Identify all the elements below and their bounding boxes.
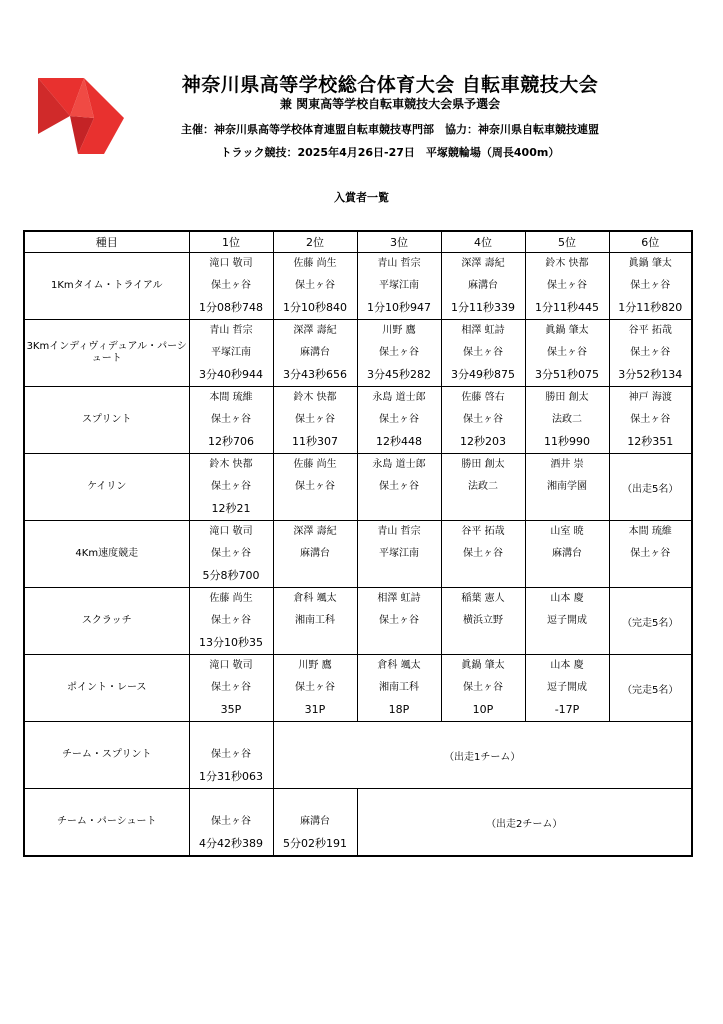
rider-name [190, 722, 273, 744]
school-name: 保土ヶ谷 [547, 347, 587, 358]
rider-name: 酒井 崇 [550, 459, 584, 470]
result-value: 4分42秒389 [199, 837, 263, 850]
rider-name: 相澤 虹詩 [377, 593, 421, 604]
place-cell [189, 588, 273, 655]
place-cell [525, 253, 609, 320]
school-name: 麻溝台 [468, 280, 498, 291]
header-cell: 種目 [24, 231, 189, 253]
place-cell [273, 521, 357, 588]
result-value: 12秒21 [211, 502, 251, 515]
school-name: 平塚江南 [379, 280, 419, 291]
place-cell [609, 253, 692, 320]
rider-name: 滝口 敬司 [209, 660, 253, 671]
place-cell [357, 655, 441, 722]
event-name: ケイリン [24, 454, 189, 521]
result-value [442, 565, 525, 587]
school-name: 保土ヶ谷 [211, 682, 251, 693]
table-row [24, 454, 692, 521]
rider-name: 勝田 創太 [545, 392, 589, 403]
header-cell: 4位 [441, 231, 525, 253]
result-value: 12秒448 [376, 435, 422, 448]
school-name: 保土ヶ谷 [379, 414, 419, 425]
place-cell [441, 387, 525, 454]
school-name: 保土ヶ谷 [211, 615, 251, 626]
place-cell [357, 320, 441, 387]
result-value: 5分02秒191 [283, 837, 347, 850]
place-cell [441, 655, 525, 722]
page-subtitle: 兼 関東高等学校自転車競技大会県予選会 [279, 97, 501, 111]
school-name: 麻溝台 [300, 548, 330, 559]
place-cell [609, 521, 692, 588]
school-name: 保土ヶ谷 [630, 414, 671, 425]
place-cell [189, 320, 273, 387]
school-name: 麻溝台 [300, 816, 330, 827]
event-name: 1Kmタイム・トライアル [24, 253, 189, 320]
place-cell [273, 789, 357, 857]
rider-name: 谷平 拓哉 [461, 526, 505, 537]
school-name: 法政二 [468, 481, 498, 492]
school-name: 保土ヶ谷 [211, 481, 251, 492]
rider-name: 山本 慶 [550, 660, 584, 671]
rider-name: 永島 道士郎 [372, 392, 426, 403]
place-cell [441, 588, 525, 655]
starters-note: （出走2チーム） [357, 789, 692, 857]
school-name: 保土ヶ谷 [295, 682, 335, 693]
table-row [24, 521, 692, 588]
result-value [442, 498, 525, 520]
school-name: 法政二 [552, 414, 582, 425]
school-name: 保土ヶ谷 [463, 414, 503, 425]
rider-name: 眞鍋 肇太 [545, 325, 589, 336]
rider-name: 滝口 敬司 [209, 526, 253, 537]
rider-name: 川野 鷹 [382, 325, 416, 336]
school-name: 保土ヶ谷 [379, 481, 419, 492]
school-name: 平塚江南 [211, 347, 251, 358]
rider-name: 佐藤 啓右 [461, 392, 505, 403]
table-row [24, 320, 692, 387]
place-cell [189, 655, 273, 722]
place-cell [189, 789, 273, 857]
school-name: 保土ヶ谷 [463, 548, 503, 559]
place-cell [441, 320, 525, 387]
rider-name: 深澤 壽紀 [293, 325, 337, 336]
rider-name: 佐藤 尚生 [293, 258, 337, 269]
rider-name: 倉科 颯太 [293, 593, 337, 604]
result-value: 3分49秒875 [451, 368, 515, 381]
event-name: 4Km速度競走 [24, 521, 189, 588]
place-cell [189, 722, 273, 789]
header-cell: 1位 [189, 231, 273, 253]
rider-name: 川野 鷹 [298, 660, 332, 671]
event-name: スクラッチ [24, 588, 189, 655]
table-row [24, 722, 692, 789]
place-cell [525, 387, 609, 454]
starters-note: （出走1チーム） [273, 722, 692, 789]
result-value: 11秒990 [544, 435, 590, 448]
starters-note: （出走5名） [609, 454, 692, 521]
place-cell [609, 320, 692, 387]
rider-name: 永島 道士郎 [372, 459, 426, 470]
place-cell [525, 454, 609, 521]
track-info-line: トラック競技：2025年4月26日-27日 平塚競輪場（周長400m） [220, 146, 560, 159]
rider-name: 神戸 海渡 [628, 392, 672, 403]
result-value: 3分45秒282 [367, 368, 431, 381]
place-cell [357, 521, 441, 588]
school-name: 逗子開成 [547, 615, 587, 626]
place-cell [525, 521, 609, 588]
result-value: 31P [304, 703, 326, 716]
rider-name: 本間 琉維 [628, 526, 672, 537]
results-table [23, 230, 693, 857]
result-value: 1分11秒445 [535, 301, 599, 314]
school-name: 保土ヶ谷 [211, 816, 251, 827]
school-name: 保土ヶ谷 [295, 280, 335, 291]
rider-name: 滝口 敬司 [209, 258, 253, 269]
result-value: 1分31秒063 [199, 770, 263, 783]
rider-name: 青山 哲宗 [377, 258, 421, 269]
result-value: 12秒351 [627, 435, 674, 448]
result-value [274, 498, 357, 520]
school-name: 平塚江南 [379, 548, 419, 559]
school-name: 保土ヶ谷 [463, 682, 503, 693]
result-value [274, 632, 357, 654]
table-row [24, 387, 692, 454]
place-cell [441, 454, 525, 521]
page-title: 神奈川県高等学校総合体育大会 自転車競技大会 [181, 74, 599, 96]
result-value [274, 565, 357, 587]
rider-name: 相澤 虹詩 [461, 325, 505, 336]
rider-name: 深澤 壽紀 [293, 526, 337, 537]
result-value: 3分43秒656 [283, 368, 347, 381]
rider-name: 山本 慶 [550, 593, 584, 604]
place-cell [525, 588, 609, 655]
rider-name: 佐藤 尚生 [209, 593, 253, 604]
event-name: 3Kmインディヴィデュアル・パーシュート [24, 320, 189, 387]
school-name: 湘南工科 [295, 615, 335, 626]
finishers-note: （完走5名） [609, 588, 692, 655]
place-cell [525, 320, 609, 387]
rider-name: 佐藤 尚生 [293, 459, 337, 470]
table-header-row [24, 231, 692, 253]
school-name: 保土ヶ谷 [211, 749, 251, 760]
school-name: 保土ヶ谷 [211, 280, 251, 291]
school-name: 保土ヶ谷 [630, 280, 671, 291]
event-name: チーム・スプリント [24, 722, 189, 789]
result-value: 1分10秒840 [283, 301, 347, 314]
place-cell [357, 588, 441, 655]
school-name: 湘南学園 [547, 481, 587, 492]
result-value [358, 632, 441, 654]
school-name: 保土ヶ谷 [211, 414, 251, 425]
rider-name: 山室 暁 [550, 526, 584, 537]
result-value [610, 565, 692, 587]
school-name: 保土ヶ谷 [211, 548, 251, 559]
header-cell: 6位 [609, 231, 692, 253]
rider-name: 稲葉 憲人 [461, 593, 505, 604]
school-name: 保土ヶ谷 [295, 414, 335, 425]
school-name: 保土ヶ谷 [630, 347, 671, 358]
place-cell [273, 454, 357, 521]
school-name: 保土ヶ谷 [630, 548, 671, 559]
place-cell [441, 521, 525, 588]
place-cell [273, 655, 357, 722]
result-value: 3分51秒075 [535, 368, 599, 381]
result-value: 3分52秒134 [618, 368, 683, 381]
rider-name: 鈴木 快都 [545, 258, 589, 269]
place-cell [357, 253, 441, 320]
place-cell [189, 387, 273, 454]
table-row [24, 253, 692, 320]
result-value [358, 498, 441, 520]
place-cell [525, 655, 609, 722]
place-cell [273, 387, 357, 454]
school-name: 保土ヶ谷 [295, 481, 335, 492]
result-value: 1分10秒947 [367, 301, 431, 314]
rider-name [190, 789, 273, 811]
event-name: ポイント・レース [24, 655, 189, 722]
logo-icon [36, 76, 126, 156]
school-name: 麻溝台 [552, 548, 582, 559]
place-cell [189, 253, 273, 320]
school-name: 麻溝台 [300, 347, 330, 358]
header-cell: 2位 [273, 231, 357, 253]
place-cell [189, 521, 273, 588]
header-cell: 5位 [525, 231, 609, 253]
table-row [24, 655, 692, 722]
result-value: 10P [472, 703, 494, 716]
rider-name: 眞鍋 肇太 [628, 258, 672, 269]
school-name: 逗子開成 [547, 682, 587, 693]
header-cell: 3位 [357, 231, 441, 253]
section-title: 入賞者一覧 [334, 191, 389, 204]
place-cell [273, 320, 357, 387]
place-cell [609, 387, 692, 454]
school-name: 保土ヶ谷 [463, 347, 503, 358]
result-value: 11秒307 [292, 435, 338, 448]
result-value: 1分11秒339 [451, 301, 515, 314]
result-value [358, 565, 441, 587]
place-cell [441, 253, 525, 320]
rider-name: 鈴木 快都 [209, 459, 253, 470]
table-row [24, 588, 692, 655]
place-cell [357, 454, 441, 521]
result-value: 5分8秒700 [202, 569, 260, 582]
result-value: -17P [554, 703, 580, 716]
result-value: 35P [220, 703, 242, 716]
rider-name [274, 789, 357, 811]
result-value: 3分40秒944 [199, 368, 263, 381]
rider-name: 勝田 創太 [461, 459, 505, 470]
place-cell [189, 454, 273, 521]
finishers-note: （完走5名） [609, 655, 692, 722]
school-name: 湘南工科 [379, 682, 419, 693]
rider-name: 鈴木 快都 [293, 392, 337, 403]
rider-name: 青山 哲宗 [377, 526, 421, 537]
place-cell [273, 588, 357, 655]
result-value: 18P [388, 703, 410, 716]
rider-name: 青山 哲宗 [209, 325, 253, 336]
school-name: 横浜立野 [463, 615, 503, 626]
rider-name: 谷平 拓哉 [628, 325, 672, 336]
result-value: 1分08秒748 [199, 301, 263, 314]
rider-name: 深澤 壽紀 [461, 258, 505, 269]
place-cell [273, 253, 357, 320]
result-value: 1分11秒820 [618, 301, 683, 314]
result-value: 13分10秒35 [199, 636, 263, 649]
result-value [442, 632, 525, 654]
school-name: 保土ヶ谷 [379, 615, 419, 626]
result-value [526, 632, 609, 654]
place-cell [357, 387, 441, 454]
rider-name: 眞鍋 肇太 [461, 660, 505, 671]
result-value [526, 498, 609, 520]
school-name: 保土ヶ谷 [379, 347, 419, 358]
event-name: チーム・パーシュート [24, 789, 189, 857]
result-value: 12秒706 [208, 435, 254, 448]
rider-name: 本間 琉維 [209, 392, 253, 403]
table-row [24, 789, 692, 857]
school-name: 保土ヶ谷 [547, 280, 587, 291]
organizer-line: 主催：神奈川県高等学校体育連盟自転車競技専門部 協力：神奈川県自転車競技連盟 [181, 123, 599, 136]
result-value [526, 565, 609, 587]
rider-name: 倉科 颯太 [377, 660, 421, 671]
result-value: 12秒203 [460, 435, 506, 448]
event-name: スプリント [24, 387, 189, 454]
